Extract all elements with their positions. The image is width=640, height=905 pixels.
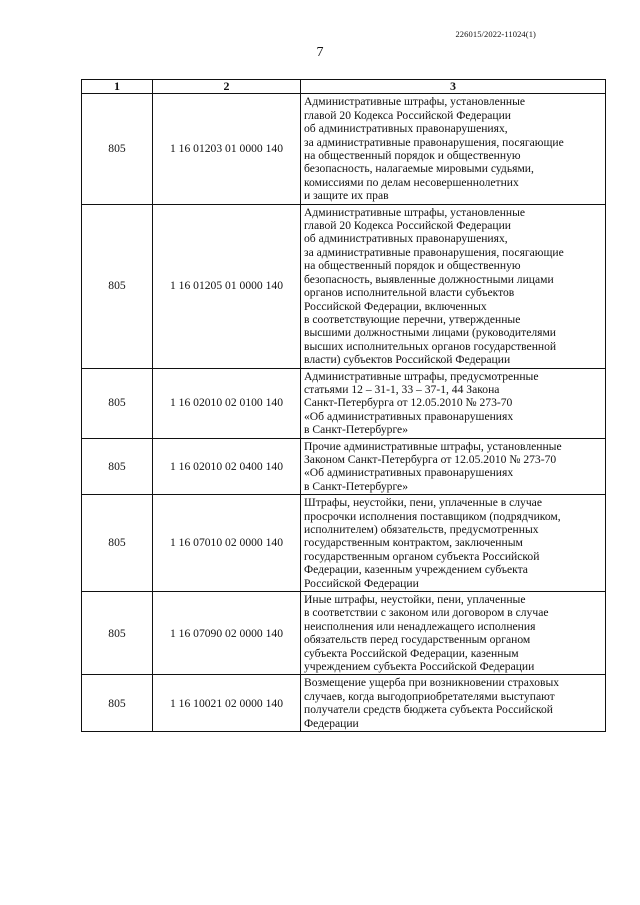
kbk-code-cell: 1 16 02010 02 0100 140: [153, 368, 301, 438]
table-row: [82, 675, 606, 732]
description-cell: Иные штрафы, неустойки, пени, уплаченные в соответствии с законом или договором в случае неисполнения или ненадлежащего исполнения обязательств перед государственным органом субъекта Российской Федерации, казенным учреждением субъекта Российской Федерации: [301, 592, 606, 675]
description-cell: Административные штрафы, предусмотренные статьями 12 – 31-1, 33 – 37-1, 44 Закона Санкт-Петербурга от 12.05.2010 № 273-70 «Об административных правонарушениях в Санкт-Петербурге»: [301, 368, 606, 438]
description-cell: Прочие административные штрафы, установленные Законом Санкт-Петербурга от 12.05.2010 № 273-70 «Об административных правонарушениях в Санкт-Петербурге»: [301, 438, 606, 495]
page-number: 7: [316, 45, 324, 60]
table-row: [82, 368, 606, 438]
table-row: [82, 438, 606, 495]
table-row: [82, 495, 606, 592]
admin-code-cell: 805: [82, 204, 153, 368]
column-header: 3: [301, 80, 606, 94]
table-header-row: [82, 80, 606, 94]
column-header: 1: [82, 80, 153, 94]
admin-code-cell: 805: [82, 368, 153, 438]
kbk-code-cell: 1 16 02010 02 0400 140: [153, 438, 301, 495]
document-number: 226015/2022-11024(1): [455, 29, 536, 39]
budget-codes-table: [81, 79, 606, 732]
kbk-code-cell: 1 16 10021 02 0000 140: [153, 675, 301, 732]
description-cell: Административные штрафы, установленные главой 20 Кодекса Российской Федерации об административных правонарушениях, за административные правонарушения, посягающие на общественный порядок и общественную безопасность, выявленные должностными лицами органов исполнительной власти субъектов Российской Федерации, включенных в соответствующие перечни, утвержденные высшими должностными лицами (руководителями высших исполнительных органов государственной власти) субъектов Российской Федерации: [301, 204, 606, 368]
admin-code-cell: 805: [82, 94, 153, 204]
kbk-code-cell: 1 16 07090 02 0000 140: [153, 592, 301, 675]
description-cell: Возмещение ущерба при возникновении страховых случаев, когда выгодоприобретателями выступают получатели средств бюджета субъекта Российской Федерации: [301, 675, 606, 732]
table-row: [82, 94, 606, 204]
table-row: [82, 204, 606, 368]
kbk-code-cell: 1 16 07010 02 0000 140: [153, 495, 301, 592]
admin-code-cell: 805: [82, 495, 153, 592]
kbk-code-cell: 1 16 01205 01 0000 140: [153, 204, 301, 368]
kbk-code-cell: 1 16 01203 01 0000 140: [153, 94, 301, 204]
column-header: 2: [153, 80, 301, 94]
admin-code-cell: 805: [82, 675, 153, 732]
table-row: [82, 592, 606, 675]
admin-code-cell: 805: [82, 438, 153, 495]
description-cell: Штрафы, неустойки, пени, уплаченные в случае просрочки исполнения поставщиком (подрядчиком, исполнителем) обязательств, предусмотренных государственным контрактом, заключенным государственным органом субъекта Российской Федерации, казенным учреждением субъекта Российской Федерации: [301, 495, 606, 592]
description-cell: Административные штрафы, установленные главой 20 Кодекса Российской Федерации об административных правонарушениях, за административные правонарушения, посягающие на общественный порядок и общественную безопасность, налагаемые мировыми судьями, комиссиями по делам несовершеннолетних и защите их прав: [301, 94, 606, 204]
admin-code-cell: 805: [82, 592, 153, 675]
